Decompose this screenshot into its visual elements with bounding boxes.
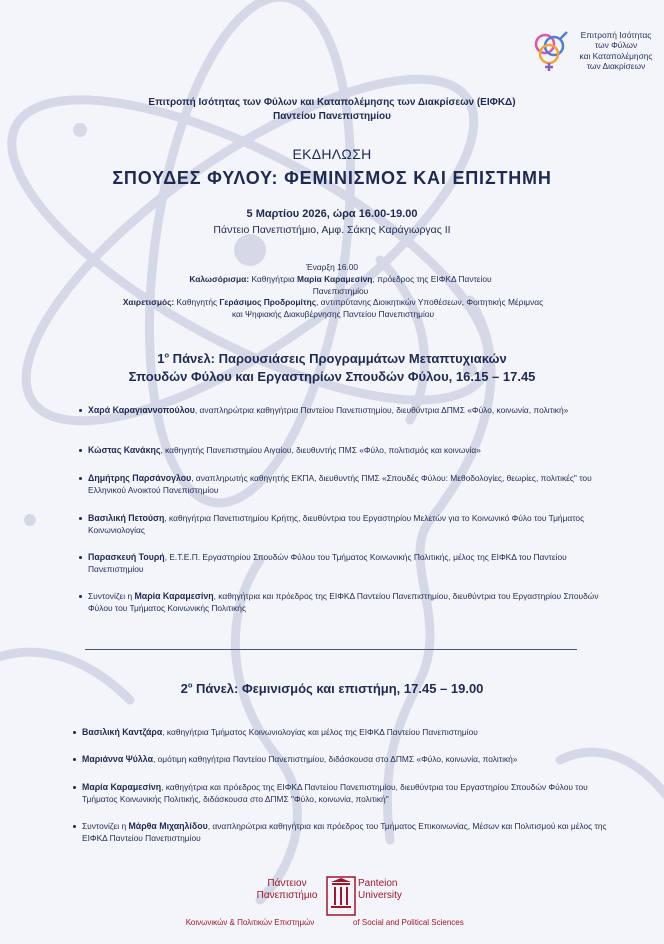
logo-english-line2: University bbox=[358, 889, 402, 901]
bullet-icon bbox=[79, 409, 82, 412]
logo-greek-line2: Πανεπιστήμιο bbox=[256, 889, 318, 901]
organizer-name: Επιτροπή Ισότητας των Φύλων και Καταπολέμησης των Διακρίσεων (ΕΙΦΚΔ) bbox=[148, 97, 516, 108]
speaker-role: , καθηγητής Πανεπιστημίου Αιγαίου, διευθυντής ΠΜΣ «Φύλο, πολιτισμός και κοινωνία» bbox=[160, 445, 481, 455]
panel1-heading-line1 bbox=[0, 350, 664, 368]
welcome-speaker-role: , πρόεδρος της ΕΙΦΚΔ Παντείου Πανεπιστημίου bbox=[312, 274, 492, 296]
panteion-university-logo bbox=[170, 876, 490, 936]
moderator-label: Συντονίζει η bbox=[88, 591, 135, 601]
gender-symbols-icon bbox=[530, 28, 570, 72]
logo-english-name bbox=[358, 878, 438, 901]
logo-greek-line1: Πάντειον bbox=[267, 878, 307, 889]
event-venue: Πάντειο Πανεπιστήμιο, Αμφ. Σάκης Καράγιωργας ΙΙ bbox=[213, 224, 451, 236]
bullet-icon bbox=[79, 517, 82, 520]
panel1-heading-text: Πάνελ: Παρουσιάσεις Προγραμμάτων Μεταπτυχιακών bbox=[169, 351, 507, 366]
list-item bbox=[88, 473, 618, 496]
list-item bbox=[82, 727, 612, 739]
bullet-icon bbox=[79, 477, 82, 480]
list-item bbox=[88, 445, 618, 457]
speaker-name: Βασιλική Καντζάρα bbox=[82, 727, 163, 737]
event-date: 5 Μαρτίου 2026, ώρα 16.00-19.00 bbox=[246, 208, 418, 220]
panel1-heading-line2: Σπουδών Φύλου και Εργαστηρίων Σπουδών Φύλου, 16.15 – 17.45 bbox=[128, 369, 536, 384]
panel2-ordinal-suffix: ο bbox=[187, 680, 193, 690]
panel2-heading bbox=[0, 680, 664, 698]
welcome-label: Καλωσόρισμα: bbox=[189, 274, 250, 284]
panteion-seal-icon bbox=[326, 876, 356, 916]
speaker-name: Παρασκευή Τουρή bbox=[88, 552, 165, 562]
speaker-role: , Ε.Τ.Ε.Π. Εργαστηρίου Σπουδών Φύλου του Τμήματος Κοινωνικής Πολιτικής, μέλος της ΕΙΦΚΔ του Παντείου Πανεπιστημίου bbox=[88, 552, 567, 574]
greeting-speaker-name: Γεράσιμος Προδρομίτης bbox=[219, 297, 317, 307]
panel2-heading-text: Πάνελ: Φεμινισμός και επιστήμη, 17.45 – 19.00 bbox=[192, 681, 484, 696]
list-item bbox=[88, 552, 618, 575]
speaker-role: , αναπληρώτρια καθηγήτρια και πρόεδρος του Τμήματος Επικοινωνίας, Μέσων και Πολιτισμού και μέλος της ΕΙΦΚΔ Παντείου Πανεπιστημίου bbox=[82, 821, 607, 843]
bullet-icon bbox=[73, 731, 76, 734]
welcome-remarks bbox=[168, 274, 513, 297]
speaker-role: , καθηγήτρια και πρόεδρος της ΕΙΦΚΔ Παντείου Πανεπιστημίου, διευθύντρια του Εργαστηρίου Σπουδών Φύλου του Τμήματος Κοινωνικής Πολιτικής bbox=[88, 591, 599, 613]
list-item bbox=[82, 754, 612, 766]
bullet-icon bbox=[79, 556, 82, 559]
speaker-name: Χαρά Καραγιαννοπούλου bbox=[88, 405, 195, 415]
speaker-name: Μαριάννα Ψύλλα bbox=[82, 754, 153, 764]
committee-logo-text bbox=[570, 30, 662, 72]
logo-greek-name bbox=[252, 878, 322, 901]
logo-english-subtitle: of Social and Political Sciences bbox=[353, 918, 464, 927]
bullet-icon bbox=[73, 786, 76, 789]
speaker-role: , ομότιμη καθηγήτρια Παντείου Πανεπιστημίου, διδάσκουσα στο ΔΠΜΣ «Φύλο, κοινωνία, πολιτική» bbox=[153, 754, 518, 764]
speaker-name: Βασιλική Πετούση bbox=[88, 513, 165, 523]
list-item bbox=[88, 591, 618, 614]
speaker-name: Μάρθα Μιχαηλίδου bbox=[128, 821, 208, 831]
speaker-name: Κώστας Κανάκης bbox=[88, 445, 161, 455]
committee-logo-line: Επιτροπή Ισότητας bbox=[580, 30, 652, 40]
panel2-ordinal: 2 bbox=[180, 681, 188, 696]
list-item bbox=[88, 405, 618, 417]
bullet-icon bbox=[79, 595, 82, 598]
greeting-speaker-role: , αντιπρύτανης Διοικητικών Υποθέσεων, Φοιτητικής Μέριμνας και Ψηφιακής Διακυβέρνησης Παντείου Πανεπιστημίου bbox=[231, 297, 544, 319]
list-item bbox=[82, 782, 612, 805]
list-item bbox=[88, 513, 618, 536]
start-time: Έναρξη 16.00 bbox=[306, 262, 359, 272]
logo-greek-subtitle: Κοινωνικών & Πολιτικών Επιστημών bbox=[185, 918, 315, 927]
committee-logo-line: των Φύλων bbox=[594, 40, 638, 51]
committee-logo-line: και Καταπολέμησης bbox=[579, 50, 653, 61]
panel1-heading bbox=[0, 350, 664, 386]
bullet-icon bbox=[73, 825, 76, 828]
event-label: ΕΚΔΗΛΩΣΗ bbox=[292, 146, 372, 162]
speaker-name: Μαρία Καραμεσίνη bbox=[134, 591, 214, 601]
bullet-icon bbox=[73, 758, 76, 761]
bullet-icon bbox=[79, 449, 82, 452]
moderator-label: Συντονίζει η bbox=[82, 821, 129, 831]
greeting-remarks bbox=[118, 297, 548, 320]
committee-logo bbox=[530, 28, 662, 84]
list-item bbox=[82, 821, 612, 844]
greeting-title: Καθηγητής bbox=[174, 297, 220, 307]
organizer-university: Παντείου Πανεπιστημίου bbox=[273, 111, 391, 122]
greeting-label: Χαιρετισμός: bbox=[122, 297, 175, 307]
welcome-speaker-name: Μαρία Καραμεσίνη bbox=[297, 274, 373, 284]
welcome-title: Καθηγήτρια bbox=[249, 274, 298, 284]
speaker-role: , αναπληρωτής καθηγητής ΕΚΠΑ, διευθυντής ΠΜΣ «Σπουδές Φύλου: Μεθοδολογίες, θεωρίες, πολιτικές" του Ελληνικού Ανοικτού Πανεπιστημίου bbox=[88, 473, 592, 495]
speaker-role: , αναπληρώτρια καθηγήτρια Παντείου Πανεπιστημίου, διευθύντρια ΔΠΜΣ «Φύλο, κοινωνία, πολιτική» bbox=[194, 405, 569, 415]
section-divider bbox=[85, 649, 577, 650]
panel1-ordinal-suffix: ο bbox=[164, 350, 170, 360]
panel1-ordinal: 1 bbox=[157, 351, 165, 366]
committee-logo-line: των Διακρίσεων bbox=[586, 61, 646, 72]
speaker-role: , καθηγήτρια και πρόεδρος της ΕΙΦΚΔ Παντείου Πανεπιστημίου, διευθύντρια του Εργαστηρίου Σπουδών Φύλου του Τμήματος Κοινωνικής Πολιτικής, διδάσκουσα στο ΔΠΜΣ "Φύλο, κοινωνία, πολιτική" bbox=[82, 782, 588, 804]
speaker-role: , καθηγήτρια Πανεπιστημίου Κρήτης, διευθύντρια του Εργαστηρίου Μελετών για το Κοινωνικό Φύλο του Τμήματος Κοινωνιολογίας bbox=[88, 513, 585, 535]
logo-english-line1: Panteion bbox=[358, 878, 398, 889]
speaker-role: , καθηγήτρια Τμήματος Κοινωνιολογίας και μέλος της ΕΙΦΚΔ Παντείου Πανεπιστημίου bbox=[162, 727, 478, 737]
event-title: ΣΠΟΥΔΕΣ ΦΥΛΟΥ: ΦΕΜΙΝΙΣΜΟΣ ΚΑΙ ΕΠΙΣΤΗΜΗ bbox=[112, 168, 552, 188]
speaker-name: Μαρία Καραμεσίνη bbox=[82, 782, 162, 792]
speaker-name: Δημήτρης Παρσάνογλου bbox=[88, 473, 192, 483]
